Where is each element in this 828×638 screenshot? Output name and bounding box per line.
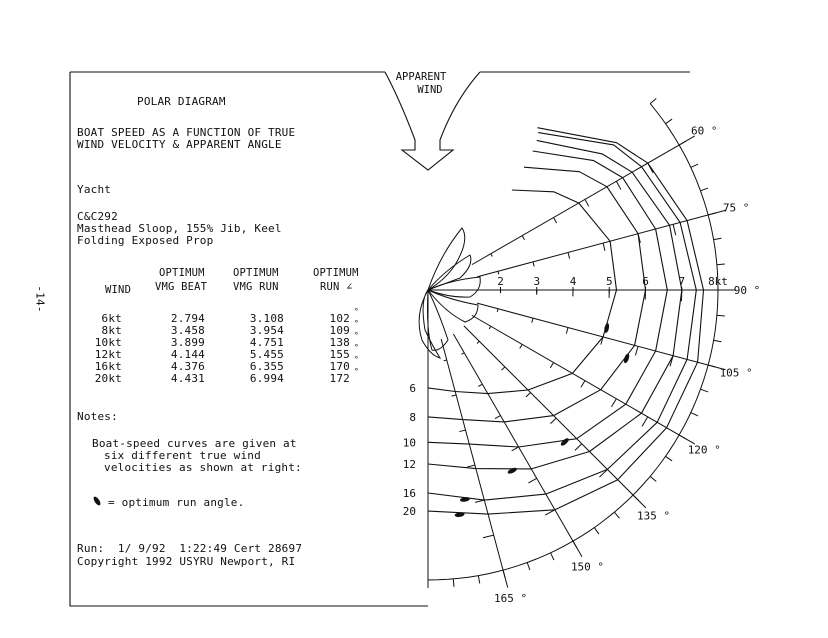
angle-label: 150 ° — [570, 560, 605, 574]
table-cell-5-2: 6.994 — [249, 372, 284, 385]
ray-tick — [477, 341, 479, 343]
ray-tick — [528, 478, 536, 483]
degree-mark: ° — [354, 367, 359, 376]
table-cell-0-0: 6kt — [101, 312, 122, 325]
angle-minor-tick — [717, 264, 725, 265]
ray-tick — [461, 353, 464, 355]
table-cell-0-1: 2.794 — [170, 312, 205, 325]
subtitle-line-2: WIND VELOCITY & APPARENT ANGLE — [77, 138, 282, 151]
table-cell-3-0: 12kt — [94, 348, 122, 361]
angle-label: 60 ° — [691, 124, 718, 138]
angle-label: 105 ° — [719, 366, 753, 380]
series-label: 20 — [402, 505, 416, 519]
table-cell-5-1: 4.431 — [170, 372, 205, 385]
ray-tick — [501, 367, 504, 370]
header-top-vmg-run: OPTIMUM — [233, 267, 279, 279]
table-cell-2-3: 138 — [329, 336, 350, 349]
degree-mark: ° — [354, 331, 359, 340]
table-cell-1-0: 8kt — [101, 324, 122, 337]
series-label: 8 — [409, 410, 416, 424]
ray-tick — [489, 326, 491, 329]
speed-tick-label: 3 — [533, 275, 541, 288]
header-vmg-beat: VMG BEAT — [155, 281, 208, 293]
ray-tick — [498, 271, 499, 274]
speed-tick-label: 6 — [642, 275, 649, 288]
ray-tick — [611, 399, 616, 407]
table-cell-4-3: 170 — [329, 360, 350, 373]
angle-minor-tick — [666, 456, 673, 461]
header-run-angle: RUN ∠ — [320, 281, 353, 293]
angle-ray — [477, 210, 726, 277]
notes-line-2: six different true wind — [104, 449, 261, 462]
angle-minor-tick — [691, 413, 698, 416]
ray-tick — [512, 447, 519, 451]
ray-tick — [483, 535, 494, 538]
angle-label: 120 ° — [687, 443, 721, 457]
angle-minor-tick — [453, 579, 454, 587]
header-vmg-run: VMG RUN — [233, 281, 279, 293]
degree-mark: ° — [354, 355, 359, 364]
ray-tick — [467, 465, 475, 467]
table-cell-2-1: 3.899 — [170, 336, 205, 349]
table-cell-2-2: 4.751 — [249, 336, 284, 349]
speed-tick-label: 8kt — [708, 275, 728, 288]
legend-text: = optimum run angle. — [108, 496, 245, 509]
table-cell-1-2: 3.954 — [249, 324, 284, 337]
table-cell-3-3: 155 — [329, 348, 350, 361]
ray-tick — [444, 360, 447, 361]
table-cell-5-3: 172 — [329, 372, 350, 385]
yacht-description-1: Masthead Sloop, 155% Jib, Keel — [77, 222, 282, 235]
angle-minor-tick — [691, 164, 698, 167]
angle-minor-tick — [478, 576, 479, 584]
run-info: Run: 1/ 9/92 1:22:49 Cert 28697 — [77, 542, 303, 555]
ray-tick — [603, 243, 605, 251]
notes-line-1: Boat-speed curves are given at — [92, 437, 297, 450]
speed-tick-label: 2 — [497, 275, 504, 288]
table-cell-4-0: 16kt — [94, 360, 122, 373]
speed-tick-label: 7 — [678, 275, 686, 288]
series-label: 6 — [409, 381, 416, 395]
ray-tick — [532, 318, 533, 323]
diagram-title: POLAR DIAGRAM — [137, 95, 226, 108]
ray-tick — [673, 224, 676, 235]
page-number: -14- — [33, 285, 47, 313]
copyright: Copyright 1992 USYRU Newport, RI — [77, 555, 296, 568]
table-cell-0-2: 3.108 — [249, 312, 284, 325]
table-cell-5-0: 20kt — [94, 372, 122, 385]
ray-tick — [526, 393, 531, 397]
header-wind: WIND — [105, 284, 132, 296]
sail-sketch — [428, 228, 465, 290]
speed-curve-20 — [428, 128, 704, 514]
ray-tick — [642, 417, 648, 426]
angle-minor-tick — [551, 553, 554, 560]
angle-minor-tick — [666, 119, 673, 124]
ray-tick — [459, 430, 465, 432]
run-angle-marker-icon — [90, 493, 104, 509]
angle-minor-tick — [614, 512, 619, 518]
degree-mark: ° — [354, 319, 359, 328]
ray-tick — [585, 199, 589, 206]
angle-minor-tick — [650, 476, 656, 481]
table-cell-2-0: 10kt — [94, 336, 122, 349]
yacht-description-2: Folding Exposed Prop — [77, 234, 214, 247]
optimum-run-marker — [560, 437, 570, 447]
series-label: 10 — [402, 436, 416, 450]
ray-tick — [452, 395, 457, 396]
angle-label: 90 ° — [733, 284, 761, 297]
angle-minor-tick — [594, 528, 599, 535]
ray-tick — [550, 418, 556, 423]
angle-ray — [477, 303, 726, 370]
apparent-wind-label: APPARENT — [395, 71, 447, 83]
speed-curve-6 — [428, 190, 617, 394]
apparent-wind-label-2: WIND — [417, 84, 443, 96]
header-top-vmg-beat: OPTIMUM — [159, 267, 205, 279]
series-label: 12 — [402, 458, 416, 471]
table-cell-1-1: 3.458 — [170, 324, 205, 337]
ray-tick — [554, 218, 557, 224]
angle-minor-tick — [701, 389, 708, 392]
table-cell-0-3: 102 — [329, 312, 350, 325]
table-cell-4-2: 6.355 — [249, 360, 284, 373]
angle-label: 135 ° — [637, 509, 671, 523]
speed-tick-label: 5 — [605, 275, 613, 288]
ray-tick — [575, 444, 582, 451]
angle-ray — [472, 136, 695, 265]
ray-tick — [522, 236, 524, 240]
ray-tick — [533, 262, 534, 267]
ray-tick — [568, 252, 570, 258]
ray-tick — [550, 363, 553, 368]
angle-label: 165 ° — [494, 592, 528, 606]
angle-ray — [441, 339, 508, 588]
angle-minor-tick — [527, 563, 530, 570]
angle-minor-tick — [717, 315, 725, 316]
ray-tick — [497, 309, 498, 312]
subtitle-line-1: BOAT SPEED AS A FUNCTION OF TRUE — [77, 126, 296, 139]
header-top-run-angle: OPTIMUM — [313, 267, 359, 279]
polar-plot — [403, 98, 761, 605]
notes-line-3: velocities as shown at right: — [104, 461, 302, 474]
optimum-run-marker — [623, 353, 630, 364]
speed-tick-label: 4 — [569, 275, 577, 288]
yacht-label: Yacht — [77, 183, 112, 196]
table-cell-3-1: 4.144 — [170, 348, 205, 361]
table-cell-3-2: 5.455 — [249, 348, 284, 361]
ray-tick — [635, 346, 638, 355]
ray-tick — [495, 416, 501, 419]
table-cell-1-3: 109 — [329, 324, 350, 337]
table-cell-4-1: 4.376 — [170, 360, 205, 373]
ray-tick — [520, 344, 522, 348]
angle-minor-tick — [714, 340, 722, 341]
ray-tick — [478, 384, 482, 386]
series-label: 16 — [402, 487, 416, 500]
ray-tick — [581, 381, 585, 388]
ray-tick — [566, 328, 568, 334]
yacht-model: C&C292 — [77, 210, 118, 223]
angle-label: 75 ° — [722, 201, 750, 215]
angle-ray — [464, 326, 646, 508]
angle-minor-tick — [714, 238, 722, 239]
speed-curve-10 — [428, 151, 667, 447]
angle-minor-tick — [701, 188, 708, 191]
ray-tick — [616, 181, 621, 189]
notes-heading: Notes: — [77, 410, 118, 423]
degree-mark: ° — [354, 343, 359, 352]
ray-tick — [491, 254, 493, 257]
optimum-run-marker — [507, 467, 518, 475]
angle-minor-tick — [650, 98, 656, 103]
degree-mark: ° — [354, 307, 359, 316]
